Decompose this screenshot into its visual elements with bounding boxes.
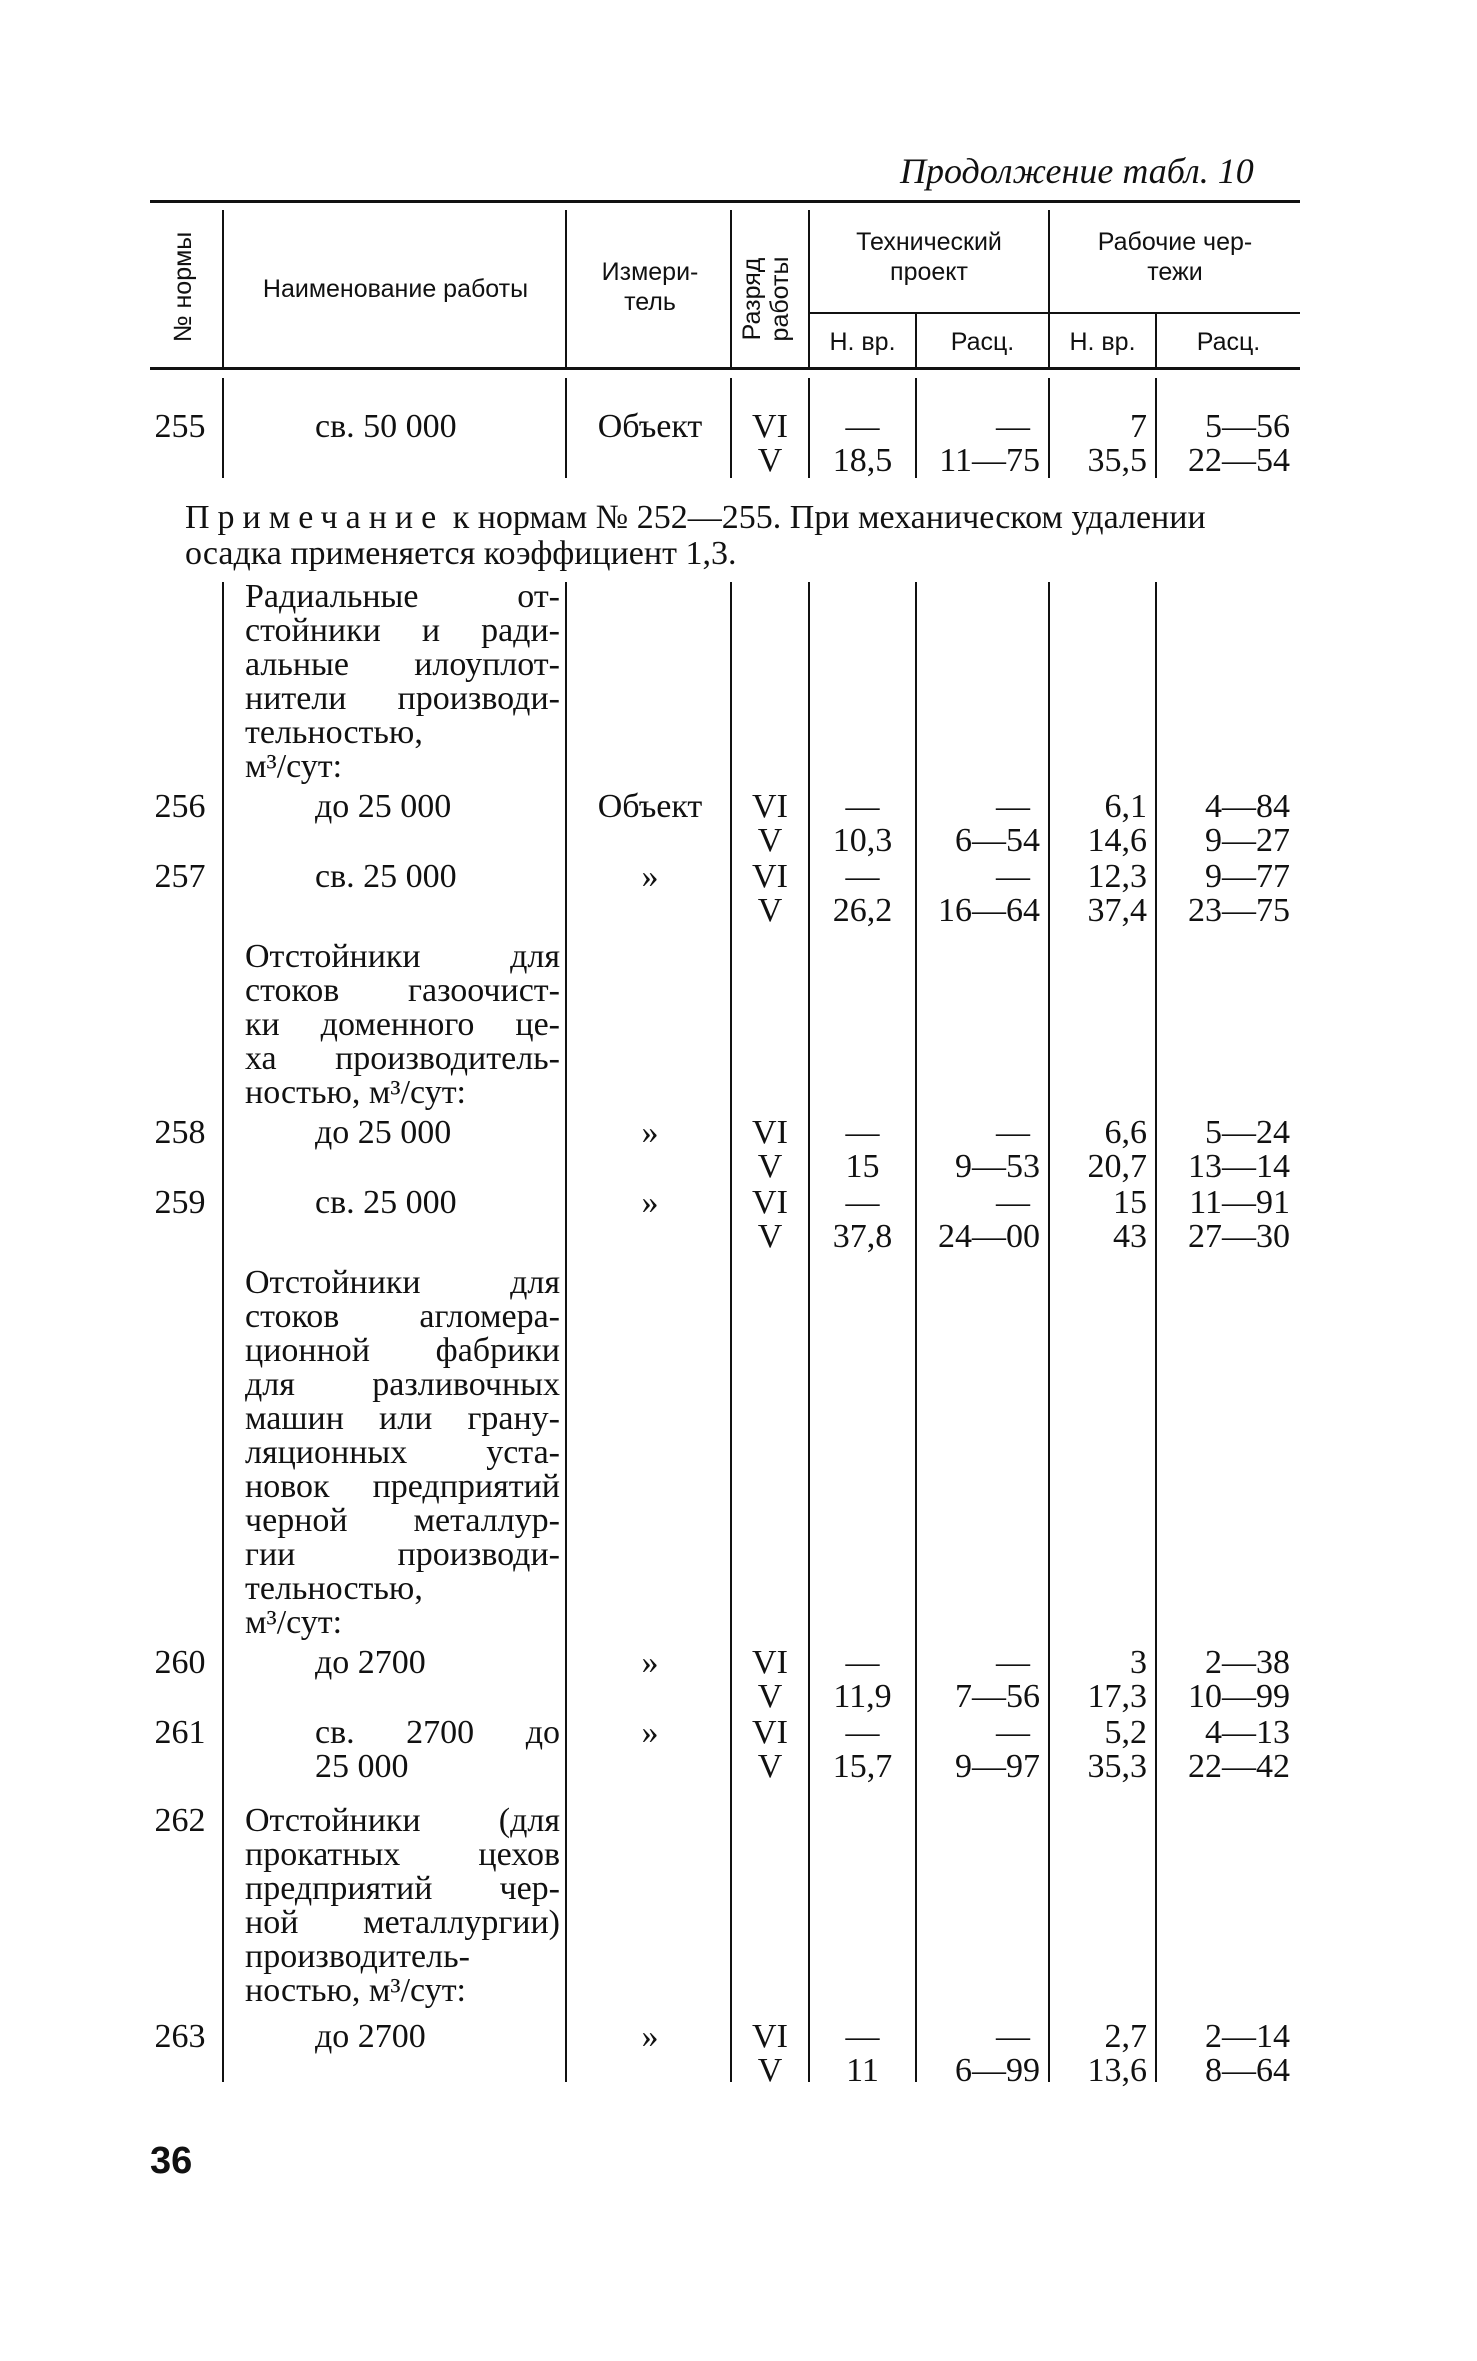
- work-name: до 2700: [315, 1644, 426, 1681]
- tech-rate: —: [996, 788, 1030, 825]
- work-hours: 17,3: [1087, 1678, 1147, 1715]
- grade: VI: [752, 1714, 788, 1751]
- tech-hours: —: [845, 1714, 880, 1751]
- group-line: производитель-: [245, 1938, 470, 1975]
- grade: V: [757, 892, 783, 929]
- grade: VI: [752, 1644, 788, 1681]
- header-working-drawings: Рабочие чер- тежи: [1097, 228, 1253, 286]
- tech-rate: 9—53: [955, 1148, 1040, 1185]
- work-hours: 13,6: [1087, 2052, 1147, 2089]
- header-divider-2: [565, 210, 567, 367]
- header-top-rule: [150, 200, 1300, 203]
- work-rate: 8—64: [1205, 2052, 1290, 2089]
- header-unit: Измери- тель: [601, 258, 699, 316]
- norm-number: 257: [154, 858, 206, 895]
- tech-rate: —: [996, 858, 1030, 895]
- grade: V: [757, 822, 783, 859]
- group-line: ностью, м³/сут:: [245, 1074, 466, 1111]
- tech-hours: 15: [845, 1148, 880, 1185]
- row255-divider-7: [1155, 378, 1157, 478]
- work-hours: 37,4: [1087, 892, 1147, 929]
- tech-hours: —: [845, 2018, 880, 2055]
- work-name: до 25 000: [315, 788, 452, 825]
- unit: Объект: [597, 408, 703, 445]
- work-hours: 6,1: [1104, 788, 1147, 825]
- tech-rate: 6—99: [955, 2052, 1040, 2089]
- row255-divider-2: [565, 378, 567, 478]
- work-hours: 2,7: [1104, 2018, 1147, 2055]
- table-continuation-caption: Продолжение табл. 10: [900, 151, 1254, 191]
- unit: »: [641, 1184, 659, 1221]
- group-line: ха производитель-: [245, 1040, 560, 1077]
- grade: VI: [752, 788, 788, 825]
- group-line: Радиальные от-: [245, 578, 560, 615]
- tech-hours: 37,8: [832, 1218, 893, 1255]
- work-name: до 2700: [315, 2018, 426, 2055]
- work-hours: 12,3: [1087, 858, 1147, 895]
- row255-divider-3: [730, 378, 732, 478]
- group-line: альные илоуплот-: [245, 646, 560, 683]
- body-divider-2: [565, 582, 567, 2082]
- tech-hours: —: [845, 1184, 880, 1221]
- header-tech-rate: Расц.: [950, 328, 1015, 356]
- grade: V: [757, 1748, 783, 1785]
- tech-hours: —: [845, 858, 880, 895]
- norm-number: 261: [154, 1714, 206, 1751]
- grade: V: [757, 1148, 783, 1185]
- work-hours: 35,3: [1087, 1748, 1147, 1785]
- header-divider-1: [222, 210, 224, 367]
- grade: VI: [752, 1114, 788, 1151]
- tech-hours: —: [845, 408, 880, 445]
- group-line: прокатных цехов: [245, 1836, 560, 1873]
- group-line: ностью, м³/сут:: [245, 1972, 466, 2009]
- norm-number: 258: [154, 1114, 206, 1151]
- work-rate: 27—30: [1188, 1218, 1290, 1255]
- group-line: м³/сут:: [245, 1604, 343, 1641]
- work-hours: 5,2: [1104, 1714, 1147, 1751]
- work-hours: 15: [1113, 1184, 1147, 1221]
- header-divider-3: [730, 210, 732, 367]
- tech-rate: —: [996, 2018, 1030, 2055]
- group-line: Отстойники (для: [245, 1802, 560, 1839]
- unit: »: [641, 2018, 659, 2055]
- group-line: стоков газоочист-: [245, 972, 560, 1009]
- work-rate: 2—14: [1205, 2018, 1290, 2055]
- row255-divider-1: [222, 378, 224, 478]
- note-text: к нормам № 252—255. При механическом удалении осадка применяется коэффициент 1,3.: [185, 499, 1206, 572]
- note-lead: Примечание: [185, 499, 445, 536]
- grade: VI: [752, 2018, 788, 2055]
- norm-number: 256: [154, 788, 206, 825]
- header-tech-hours: Н. вр.: [829, 328, 896, 356]
- group-line: ляционных уста-: [245, 1434, 560, 1471]
- grade: VI: [752, 858, 788, 895]
- subheader-rule: [810, 312, 1300, 314]
- tech-rate: 7—56: [955, 1678, 1040, 1715]
- work-rate: 9—27: [1205, 822, 1290, 859]
- work-rate: 5—24: [1205, 1114, 1290, 1151]
- header-work-rate: Расц.: [1196, 328, 1261, 356]
- tech-rate: —: [996, 1114, 1030, 1151]
- work-rate: 22—54: [1188, 442, 1290, 479]
- grade: V: [757, 442, 783, 479]
- tech-hours: 11: [846, 2052, 879, 2089]
- tech-rate: 24—00: [938, 1218, 1040, 1255]
- work-hours: 35,5: [1087, 442, 1147, 479]
- work-hours: 3: [1130, 1644, 1147, 1681]
- tech-rate: —: [996, 1644, 1030, 1681]
- body-divider-3: [730, 582, 732, 2082]
- norm-number: 263: [154, 2018, 206, 2055]
- group-line: новок предприятий: [245, 1468, 560, 1505]
- work-rate: 23—75: [1188, 892, 1290, 929]
- tech-hours: 10,3: [832, 822, 893, 859]
- work-rate: 5—56: [1205, 408, 1290, 445]
- group-line: ки доменного це-: [245, 1006, 560, 1043]
- norm-number: 260: [154, 1644, 206, 1681]
- group-line: черной металлур-: [245, 1502, 560, 1539]
- work-rate: 11—91: [1189, 1184, 1290, 1221]
- body-divider-6: [1048, 582, 1050, 2082]
- work-hours: 20,7: [1087, 1148, 1147, 1185]
- body-divider-7: [1155, 582, 1157, 2082]
- work-hours: 6,6: [1104, 1114, 1147, 1151]
- work-rate: 22—42: [1188, 1748, 1290, 1785]
- work-name: св. 25 000: [315, 1184, 457, 1221]
- unit: »: [641, 1644, 659, 1681]
- group-line: ной металлургии): [245, 1904, 560, 1941]
- page-number: 36: [150, 2140, 193, 2182]
- work-hours: 43: [1113, 1218, 1147, 1255]
- unit: »: [641, 1114, 659, 1151]
- group-line: ционной фабрики: [245, 1332, 560, 1369]
- grade: VI: [752, 408, 788, 445]
- tech-rate: 16—64: [938, 892, 1040, 929]
- work-name: св. 25 000: [315, 858, 457, 895]
- group-line: нители производи-: [245, 680, 560, 717]
- unit: »: [641, 1714, 659, 1751]
- work-hours: 7: [1130, 408, 1147, 445]
- work-rate: 9—77: [1205, 858, 1290, 895]
- row255-divider-6: [1048, 378, 1050, 478]
- grade: V: [757, 2052, 783, 2089]
- table-note: [185, 500, 1295, 572]
- tech-hours: 18,5: [832, 442, 893, 479]
- tech-hours: 26,2: [832, 892, 893, 929]
- work-name: св. 50 000: [315, 408, 457, 445]
- work-rate: 4—84: [1205, 788, 1290, 825]
- body-divider-5: [915, 582, 917, 2082]
- header-work-hours: Н. вр.: [1069, 328, 1136, 356]
- group-line: машин или грану-: [245, 1400, 560, 1437]
- header-tech-project: Технический проект: [856, 228, 1002, 286]
- header-norm-number: № нормы: [169, 231, 197, 343]
- tech-hours: 11,9: [833, 1678, 892, 1715]
- unit: »: [641, 858, 659, 895]
- group-line: тельностью,: [245, 1570, 423, 1607]
- tech-rate: 9—97: [955, 1748, 1040, 1785]
- work-name: до 25 000: [315, 1114, 452, 1151]
- group-line: м³/сут:: [245, 748, 343, 785]
- tech-hours: —: [845, 788, 880, 825]
- grade: V: [757, 1218, 783, 1255]
- grade: V: [757, 1678, 783, 1715]
- work-name: св. 2700 до: [315, 1714, 560, 1751]
- header-bottom-rule: [150, 367, 1300, 370]
- work-rate: 2—38: [1205, 1644, 1290, 1681]
- tech-hours: —: [845, 1114, 880, 1151]
- grade: VI: [752, 1184, 788, 1221]
- tech-rate: —: [996, 408, 1030, 445]
- work-name-continued: 25 000: [315, 1748, 409, 1785]
- work-rate: 10—99: [1188, 1678, 1290, 1715]
- body-divider-1: [222, 582, 224, 2082]
- tech-hours: —: [845, 1644, 880, 1681]
- group-line: стойники и ради-: [245, 612, 560, 649]
- group-line: тельностью,: [245, 714, 423, 751]
- tech-rate: —: [996, 1184, 1030, 1221]
- unit: Объект: [597, 788, 703, 825]
- group-line: гии производи-: [245, 1536, 560, 1573]
- row255-divider-5: [915, 378, 917, 478]
- norm-number: 255: [154, 408, 206, 445]
- tech-rate: 11—75: [939, 442, 1040, 479]
- tech-hours: 15,7: [832, 1748, 893, 1785]
- norm-number: 262: [154, 1802, 206, 1839]
- header-grade: Разряд работы: [738, 256, 794, 342]
- group-line: для разливочных: [245, 1366, 560, 1403]
- tech-rate: 6—54: [955, 822, 1040, 859]
- norm-number: 259: [154, 1184, 206, 1221]
- tech-rate: —: [996, 1714, 1030, 1751]
- group-line: Отстойники для: [245, 938, 560, 975]
- work-rate: 4—13: [1205, 1714, 1290, 1751]
- work-hours: 14,6: [1087, 822, 1147, 859]
- group-line: стоков агломера-: [245, 1298, 560, 1335]
- row255-divider-4: [808, 378, 810, 478]
- group-line: Отстойники для: [245, 1264, 560, 1301]
- work-rate: 13—14: [1188, 1148, 1290, 1185]
- body-divider-4: [808, 582, 810, 2082]
- header-work-name: Наименование работы: [262, 275, 529, 303]
- group-line: предприятий чер-: [245, 1870, 560, 1907]
